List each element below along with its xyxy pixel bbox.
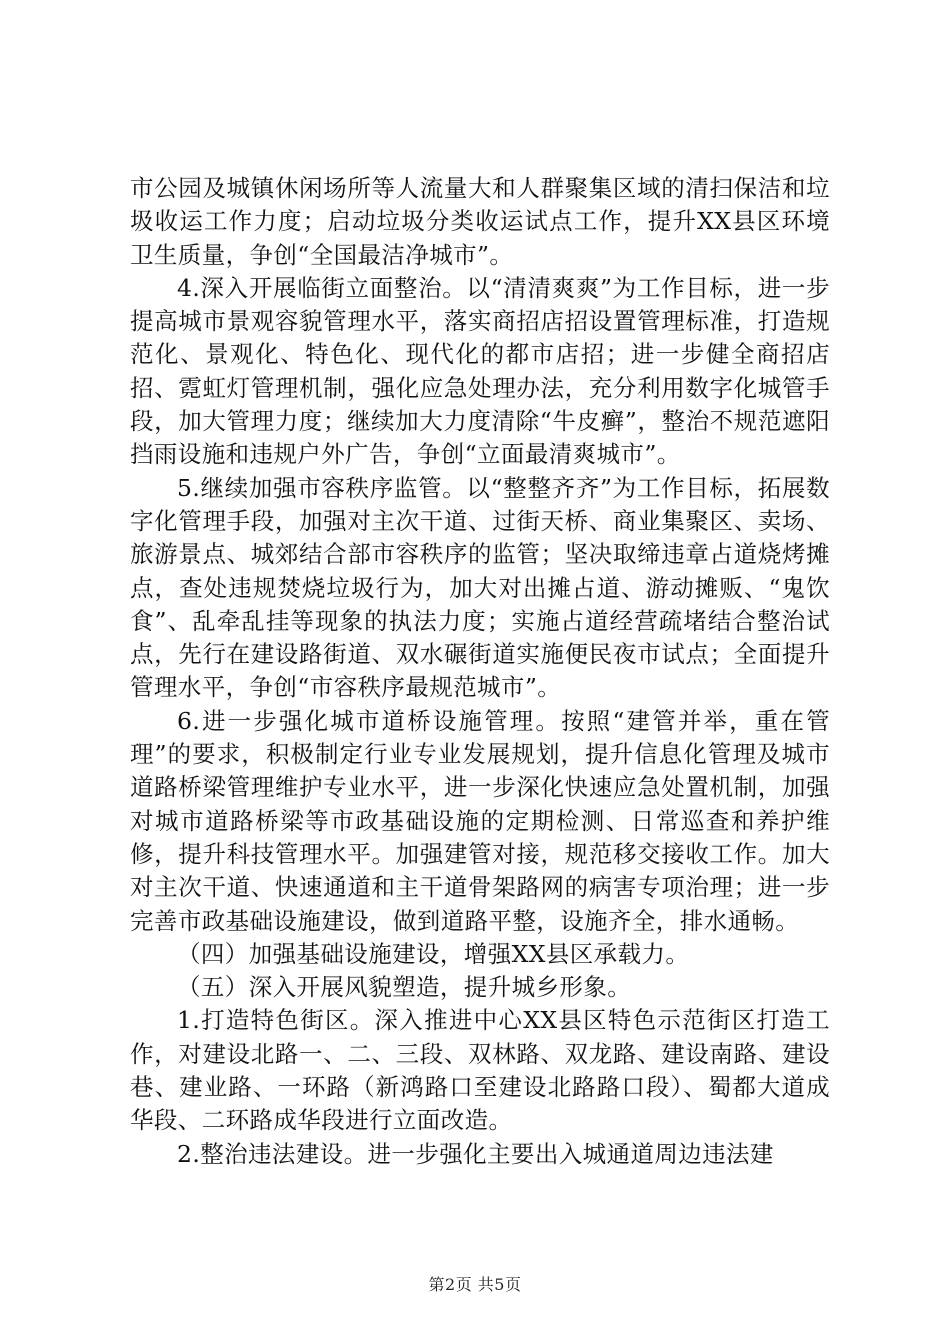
paragraph-8: 2.整治违法建设。进一步强化主要出入城通道周边违法建	[177, 1139, 774, 1168]
paragraph-5: （四）加强基础设施建设，增强XX县区承载力。	[177, 939, 690, 968]
paragraph-4: 6.进一步强化城市道桥设施管理。按照“建管并举，重在管理”的要求，积极制定行业专业发展规划，提升信息化管理及城市道路桥梁管理维护专业水平，进一步深化快速应急处置机制，加强对城市道路桥梁等市政基础设施的定期检测、日常巡查和养护维修，提升科技管理水平。加强建管对接，规范移交接收工作。加大对主次干道、快速通道和主干道骨架路网的病害专项治理；进一步完善市政基础设施建设，做到道路平整，设施齐全，排水通畅。	[130, 706, 830, 935]
paragraph-6: （五）深入开展风貌塑造，提升城乡形象。	[177, 973, 632, 1002]
page-number-footer: 第2页 共5页	[428, 1275, 522, 1294]
paragraph-3: 5.继续加强市容秩序监管。以“整整齐齐”为工作目标，拓展数字化管理手段，加强对主次干道、过街天桥、商业集聚区、卖场、旅游景点、城郊结合部市容秩序的监管；坚决取缔违章占道烧烤摊点，查处违规焚烧垃圾行为，加大对出摊占道、游动摊贩、“鬼饮食”、乱牵乱挂等现象的执法力度；实施占道经营疏堵结合整治试点，先行在建设路街道、双水碾街道实施便民夜市试点；全面提升管理水平，争创“市容秩序最规范城市”。	[130, 473, 830, 702]
paragraph-2: 4.深入开展临街立面整治。以“清清爽爽”为工作目标，进一步提高城市景观容貌管理水平，落实商招店招设置管理标准，打造规范化、景观化、特色化、现代化的都市店招；进一步健全商招店招、霓虹灯管理机制，强化应急处理办法，充分利用数字化城管手段，加大管理力度；继续加大力度清除“牛皮癣”，整治不规范遮阳挡雨设施和违规户外广告，争创“立面最清爽城市”。	[130, 273, 830, 469]
paragraph-1: 市公园及城镇休闲场所等人流量大和人群聚集区域的清扫保洁和垃圾收运工作力度；启动垃圾分类收运试点工作，提升XX县区环境卫生质量，争创“全国最洁净城市”。	[130, 174, 830, 269]
paragraph-7: 1.打造特色街区。深入推进中心XX县区特色示范街区打造工作，对建设北路一、二、三段、双林路、双龙路、建设南路、建设巷、建业路、一环路（新鸿路口至建设北路路口段）、蜀都大道成华段、二环路成华段进行立面改造。	[130, 1006, 830, 1135]
document-body	[130, 172, 830, 1171]
